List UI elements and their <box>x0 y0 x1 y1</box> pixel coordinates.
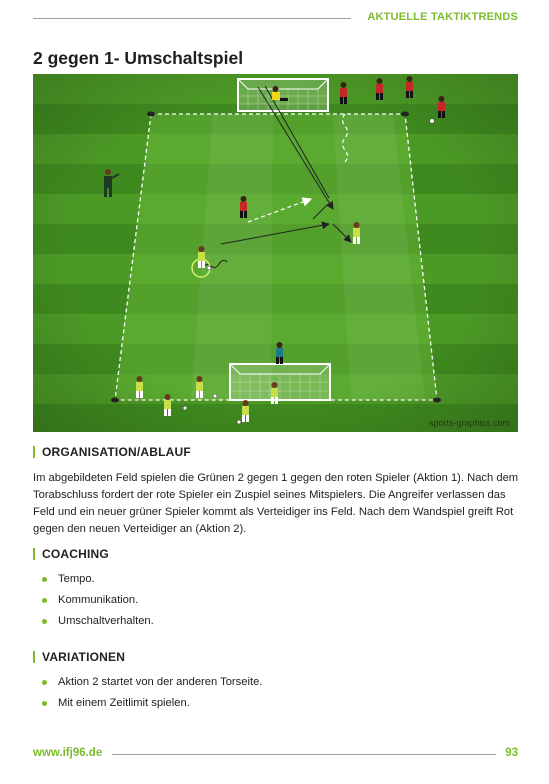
list-item: Umschaltverhalten. <box>39 613 154 634</box>
header-rule <box>33 18 351 19</box>
heading-organisation: ORGANISATION/ABLAUF <box>33 446 191 458</box>
list-item: Mit einem Zeitlimit spielen. <box>39 695 262 716</box>
bullet-icon <box>42 619 47 624</box>
page-number: 93 <box>505 747 518 759</box>
tactics-diagram <box>33 74 518 432</box>
pitch-illustration <box>33 74 518 432</box>
bullet-icon <box>42 680 47 685</box>
bullet-icon <box>42 598 47 603</box>
organisation-text: Im abgebildeten Feld spielen die Grünen 2 gegen 1 gegen den roten Spieler (Aktion 1). Nach dem Torabschluss fordert der rote Spieler ein Zuspiel seines Mitspielers. Die Angreifer verlassen das Feld und ein neuer grüner Spieler kommt als Verteidiger ins Feld. Nach dem Wandspiel greift Rot gegen den neuen Verteidiger an (Aktion 2). <box>33 472 519 535</box>
bullet-icon <box>42 577 47 582</box>
bullet-icon <box>42 701 47 706</box>
variationen-list <box>39 674 262 716</box>
heading-variationen: VARIATIONEN <box>33 651 125 663</box>
heading-coaching: COACHING <box>33 548 109 560</box>
list-item: Tempo. <box>39 571 154 592</box>
section-title: AKTUELLE TAKTIKTRENDS <box>367 11 518 23</box>
list-item: Kommunikation. <box>39 592 154 613</box>
list-item: Aktion 2 startet von der anderen Torseite. <box>39 674 262 695</box>
image-credit: sports-graphics.com <box>428 418 510 428</box>
coaching-list <box>39 571 154 634</box>
footer-url[interactable]: www.ifj96.de <box>33 747 103 759</box>
footer-rule <box>112 754 496 755</box>
page-title: 2 gegen 1- Umschaltspiel <box>33 48 244 68</box>
